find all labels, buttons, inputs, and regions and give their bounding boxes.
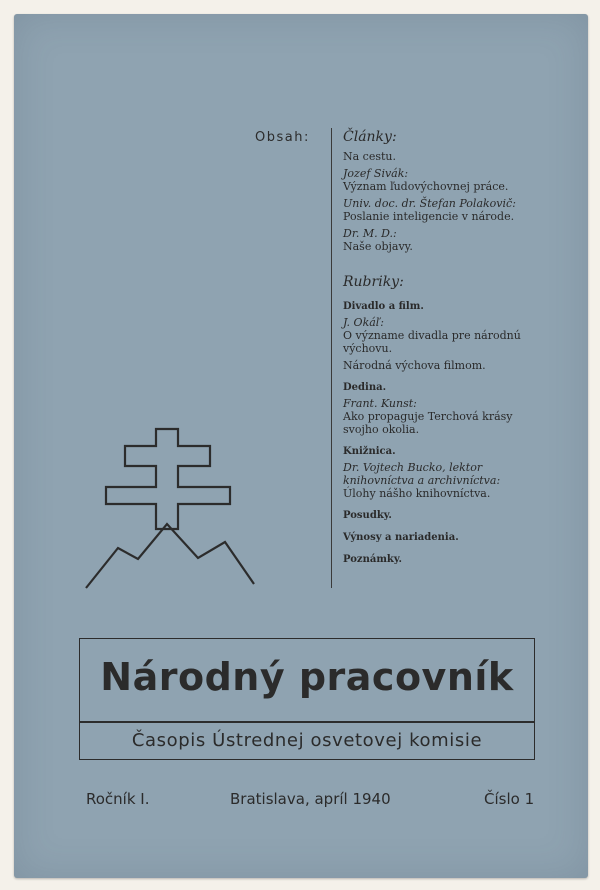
article-entry [343,227,543,253]
rubric-name: Knižnica. [343,446,396,457]
rubric-entry [343,397,543,436]
volume-label: Ročník I. [86,790,150,808]
table-of-contents [343,128,543,569]
masthead [79,638,535,760]
rubric-author: J. Okáľ: [343,316,384,329]
article-title: Na cestu. [343,150,396,163]
article-author: Jozef Sivák: [343,167,409,180]
rubric-entry [343,461,543,500]
rubric-author: Dr. Vojtech Bucko, lektor knihovníctva a archivníctva: [343,461,501,487]
toc-divider [331,128,332,588]
article-author: Dr. M. D.: [343,227,397,240]
article-title: Naše objavy. [343,240,413,253]
masthead-divider [80,721,534,723]
rubric-title: Ako propaguje Terchová krásy svojho okolia. [343,410,513,436]
rubric-name: Posudky. [343,510,392,521]
article-author: Univ. doc. dr. Štefan Polakovič: [343,197,516,210]
rubric-name: Divadlo a film. [343,301,424,312]
article-entry [343,150,543,163]
rubric-name: Poznámky. [343,554,403,565]
issue-number: Číslo 1 [484,790,535,808]
articles-heading: Články: [343,129,397,145]
toc-heading: Obsah: [255,130,310,145]
place-date: Bratislava, apríl 1940 [230,790,391,808]
rubrics-heading: Rubriky: [343,274,404,290]
article-entry [343,167,543,193]
rubric-entry [343,316,543,355]
article-title: Význam ľudovýchovnej práce. [343,180,509,193]
rubric-entry [343,359,543,372]
magazine-title: Národný pracovník [100,655,514,699]
rubric-author: Frant. Kunst: [343,397,417,410]
rubric-title: Úlohy nášho knihovníctva. [343,487,491,500]
rubric-name: Výnosy a nariadenia. [343,532,459,543]
double-cross-on-hills-icon [84,426,258,592]
rubric-name: Dedina. [343,382,387,393]
rubric-title: Národná výchova filmom. [343,359,486,372]
article-entry [343,197,543,223]
article-title: Poslanie inteligencie v národe. [343,210,515,223]
magazine-subtitle: Časopis Ústrednej osvetovej komisie [131,730,483,751]
rubric-title: O význame divadla pre národnú výchovu. [343,329,521,355]
